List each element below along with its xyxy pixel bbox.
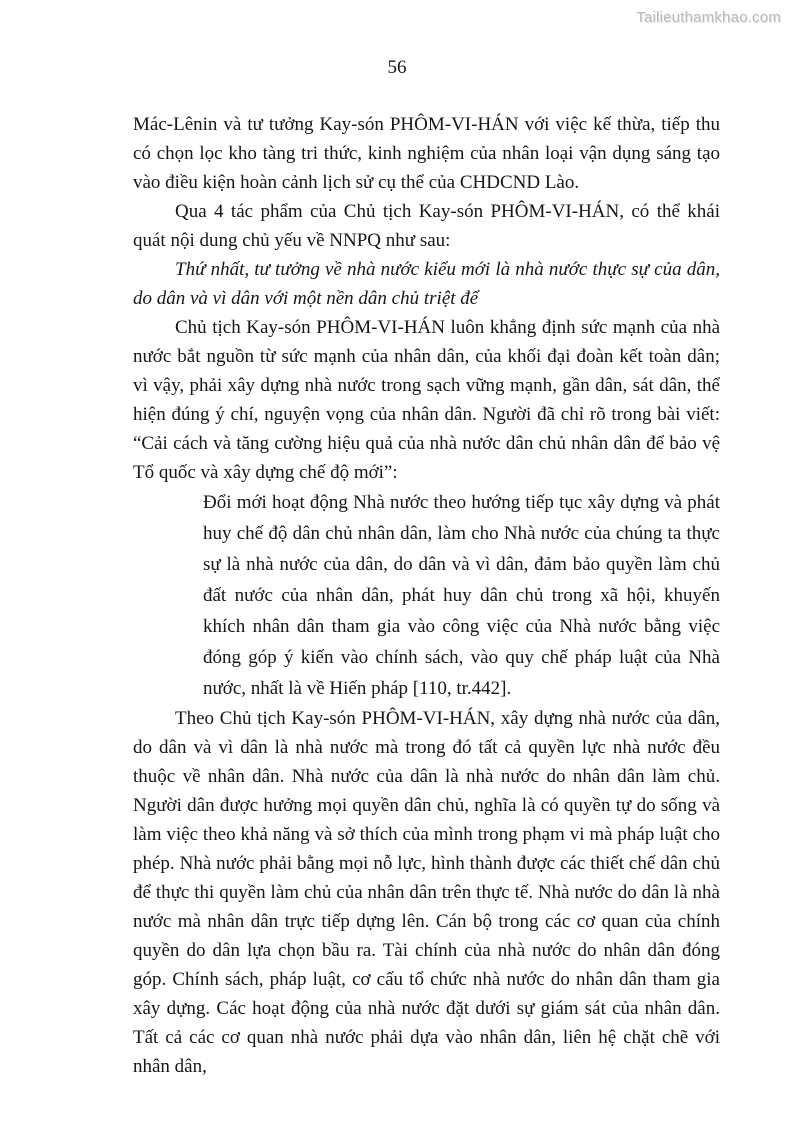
paragraph-body-1: Chủ tịch Kay-són PHÔM-VI-HÁN luôn khẳng định sức mạnh của nhà nước bắt nguồn từ sức mạnh của nhân dân, của khối đại đoàn kết toàn dân; vì vậy, phải xây dựng nhà nước trong sạch vững mạnh, gần dân, sát dân, thể hiện đúng ý chí, nguyện vọng của nhân dân. Người đã chỉ rõ trong bài viết: “Cải cách và tăng cường hiệu quả của nhà nước dân chủ nhân dân để bảo vệ Tổ quốc và xây dựng chế độ mới”: xyxy=(133,317,720,483)
block-quote: Đổi mới hoạt động Nhà nước theo hướng tiếp tục xây dựng và phát huy chế độ dân chủ nhân dân, làm cho Nhà nước của chúng ta thực sự là nhà nước của dân, do dân và vì dân, đảm bảo quyền làm chủ đất nước của nhân dân, phát huy dân chủ trong xã hội, khuyến khích nhân dân tham gia vào công việc của Nhà nước bằng việc đóng góp ý kiến vào chính sách, vào quy chế pháp luật của Nhà nước, nhất là về Hiến pháp [110, tr.442]. xyxy=(203,492,720,699)
paragraph-body-2: Theo Chủ tịch Kay-són PHÔM-VI-HÁN, xây dựng nhà nước của dân, do dân và vì dân là nhà nước mà trong đó tất cả quyền lực nhà nước đều thuộc về nhân dân. Nhà nước của dân là nhà nước do nhân dân làm chủ. Người dân được hưởng mọi quyền dân chủ, nghĩa là có quyền tự do sống và làm việc theo khả năng và sở thích của mình trong phạm vi mà pháp luật cho phép. Nhà nước phải bằng mọi nỗ lực, hình thành được các thiết chế dân chủ để thực thi quyền làm chủ của nhân dân trên thực tế. Nhà nước do dân là nhà nước mà nhân dân trực tiếp dựng lên. Cán bộ trong các cơ quan của chính quyền do dân lựa chọn bầu ra. Tài chính của nhà nước do nhân dân đóng góp. Chính sách, pháp luật, cơ cấu tổ chức nhà nước do nhân dân tham gia xây dựng. Các hoạt động của nhà nước đặt dưới sự giám sát của nhân dân. Tất cả các cơ quan nhà nước phải dựa vào nhân dân, liên hệ chặt chẽ với nhân dân, xyxy=(133,708,720,1077)
paragraph-intro: Qua 4 tác phẩm của Chủ tịch Kay-són PHÔM-VI-HÁN, có thể khái quát nội dung chủ yếu về NNPQ như sau: xyxy=(133,201,720,251)
site-watermark: Tailieuthamkhao.com xyxy=(636,9,781,26)
paragraph-thesis-italic: Thứ nhất, tư tưởng về nhà nước kiểu mới là nhà nước thực sự của dân, do dân và vì dân với một nền dân chủ triệt để xyxy=(133,259,720,309)
page-number: 56 xyxy=(387,57,407,78)
document-body xyxy=(133,110,720,1081)
paragraph-continuation: Mác-Lênin và tư tưởng Kay-són PHÔM-VI-HÁN với việc kế thừa, tiếp thu có chọn lọc kho tàng tri thức, kinh nghiệm của nhân loại vận dụng sáng tạo vào điều kiện hoàn cảnh lịch sử cụ thể của CHDCND Lào. xyxy=(133,114,720,193)
